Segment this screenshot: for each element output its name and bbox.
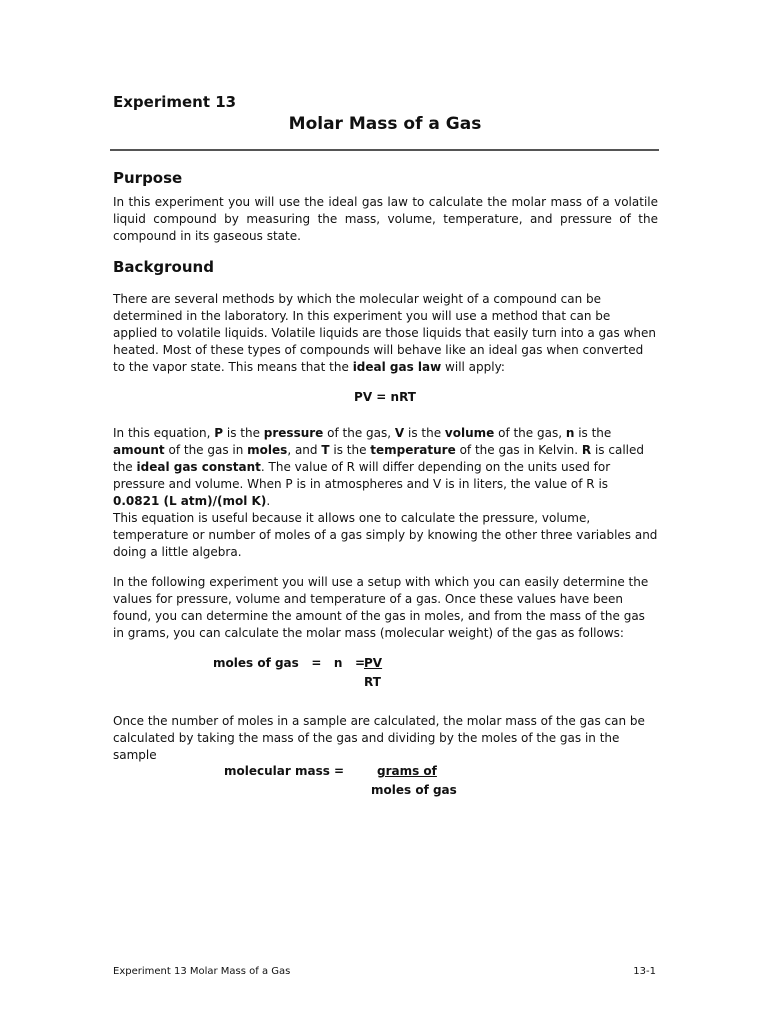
purpose-paragraph: In this experiment you will use the ideal gas law to calculate the molar mass of a volatile liquid compound by measuring the mass, volume, temperature, and pressure of the compound in its gaseous state.: [113, 195, 658, 243]
background-paragraph-1: There are several methods by which the molecular weight of a compound can be determined in the laboratory. In this experiment you will use a method that can be applied to volatile liquids. Volatile liquids are those liquids that easily turn into a gas when heated. Most of these types of compounds will behave like an ideal gas when converted to the vapor state. This means that the ideal gas law will apply:: [113, 292, 656, 374]
background-paragraph-2: In this equation, P is the pressure of the gas, V is the volume of the gas, n is the amount of the gas in moles, and T is the temperature of the gas in Kelvin. R is called the ideal gas constant. The value of R will differ depending on the units used for pressure and volume. When P is in atmospheres and V is in liters, the value of R is 0.0821 (L atm)/(mol K).: [113, 426, 644, 508]
molar-mass-equation-denominator: moles of gas: [371, 783, 457, 797]
background-paragraph-3: This equation is useful because it allows one to calculate the pressure, volume, temperature or number of moles of a gas simply by knowing the other three variables and doing a little algebra.: [113, 511, 658, 559]
moles-equation-lhs: moles of gas = n =: [213, 656, 366, 670]
background-paragraph-4: In the following experiment you will use a setup with which you can easily determine the values for pressure, volume and temperature of a gas. Once these values have been found, you can determine the amount of the gas in moles, and from the mass of the gas in grams, you can calculate the molar mass (molecular weight) of the gas as follows:: [113, 575, 649, 640]
title-divider: [110, 149, 659, 151]
ideal-gas-equation: PV = nRT: [354, 390, 416, 404]
page-title: Molar Mass of a Gas: [288, 114, 482, 134]
molar-mass-equation-lhs: molecular mass =: [224, 764, 345, 778]
footer-title: Experiment 13 Molar Mass of a Gas: [113, 966, 291, 977]
moles-equation-denominator: RT: [364, 675, 381, 689]
experiment-label: Experiment 13: [113, 93, 237, 111]
purpose-heading: Purpose: [113, 169, 183, 187]
background-paragraph-5: Once the number of moles in a sample are calculated, the molar mass of the gas can be calculated by taking the mass of the gas and dividing by the moles of the gas in the sample: [113, 714, 645, 762]
moles-equation-numerator: PV: [364, 656, 383, 670]
background-heading: Background: [113, 258, 214, 276]
molar-mass-equation-numerator: grams of: [377, 764, 437, 778]
page-number: 13-1: [633, 966, 656, 977]
